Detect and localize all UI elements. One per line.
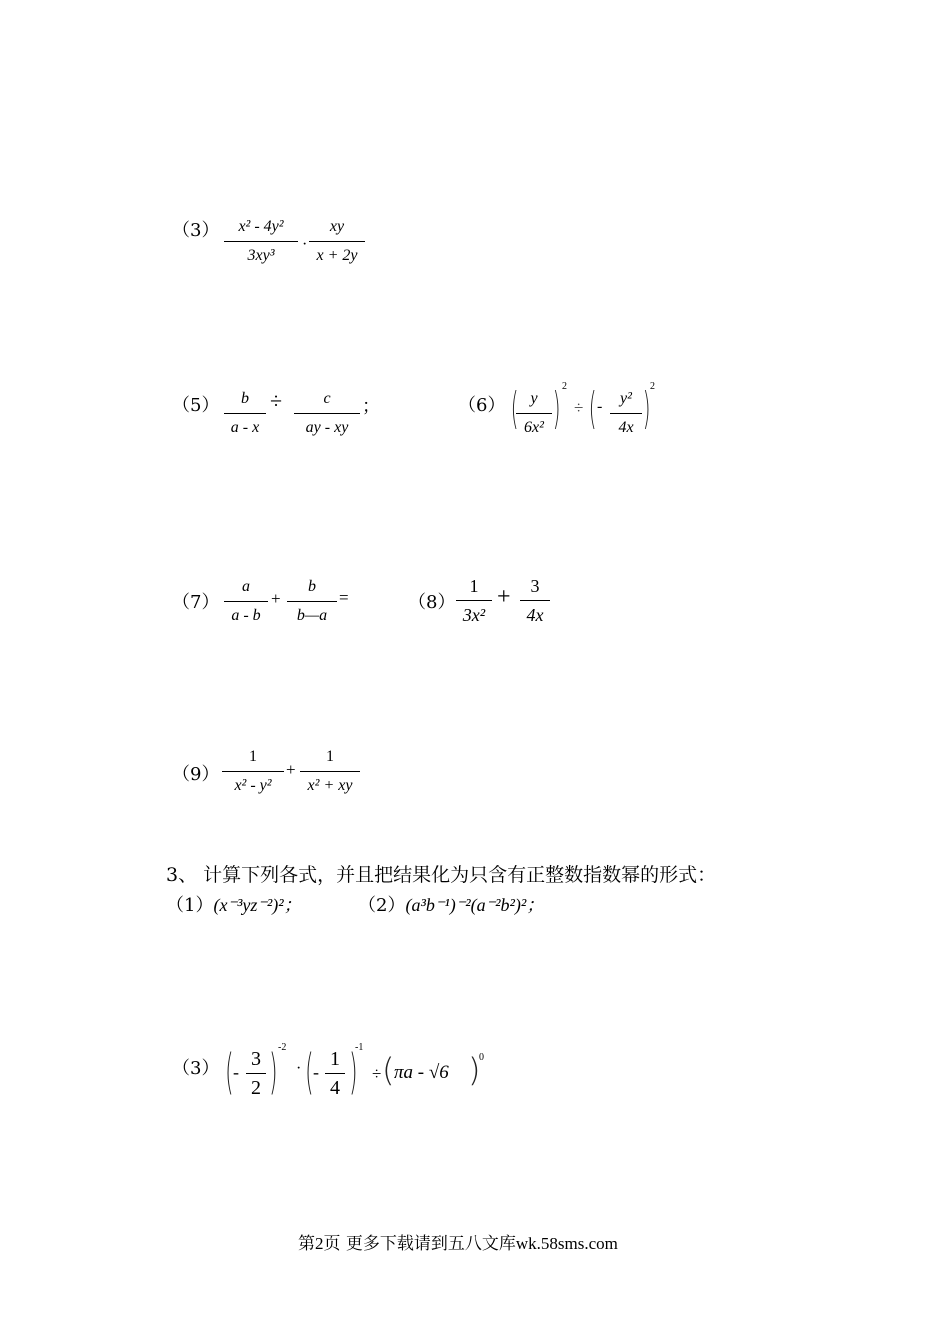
problem-7-operator: +	[271, 589, 281, 608]
q3-exponent-2: -1	[355, 1042, 364, 1053]
problem-9-operator: +	[286, 760, 296, 779]
q3-minus-2: -	[313, 1062, 319, 1082]
q3-fraction-1	[246, 1048, 266, 1099]
problem-7-fraction-1	[224, 576, 268, 627]
fraction-denominator: x² + xy	[307, 777, 353, 794]
problem-9-label: （9）	[172, 764, 220, 785]
problem-3-label: （3）	[172, 220, 220, 241]
right-paren-icon: )	[349, 1044, 358, 1100]
fraction-bar	[222, 771, 284, 772]
q3-dot: ·	[296, 1060, 302, 1077]
fraction-denominator: 4x	[526, 605, 544, 625]
fraction-denominator: 6x²	[524, 419, 544, 436]
fraction-bar	[610, 413, 642, 414]
fraction-bar	[309, 241, 365, 242]
fraction-numerator: b	[308, 578, 316, 595]
problem-6-label: （6）	[458, 395, 506, 416]
fraction-numerator: c	[323, 390, 331, 407]
fraction-denominator: 3xy³	[247, 247, 275, 264]
problem-8-operator: +	[497, 584, 511, 610]
problem-6-exponent-1: 2	[562, 381, 567, 392]
fraction-denominator: 2	[251, 1077, 261, 1099]
section-3-heading: 3、 计算下列各式，并且把结果化为只含有正整数指数幂的形式：	[166, 864, 717, 886]
left-paren-icon: (	[305, 1044, 314, 1100]
problem-7-fraction-2	[287, 576, 337, 627]
fraction-bar	[287, 601, 337, 602]
fraction-denominator: 3x²	[462, 605, 486, 625]
fraction-numerator: 1	[326, 748, 334, 765]
section-3-q2	[358, 891, 544, 917]
right-paren-icon: )	[468, 1051, 481, 1089]
section-3-q3-label: （3）	[172, 1058, 220, 1079]
left-paren-icon: (	[510, 383, 519, 434]
fraction-denominator: 4	[330, 1077, 340, 1099]
problem-5-operator: ÷	[270, 388, 283, 413]
fraction-bar	[300, 771, 360, 772]
fraction-numerator: 1	[330, 1048, 340, 1070]
problem-6-fraction-1	[516, 388, 552, 439]
fraction-numerator: 3	[530, 576, 540, 596]
fraction-numerator: y²	[620, 390, 632, 407]
left-paren-icon: (	[382, 1051, 395, 1089]
right-paren-icon: )	[642, 383, 651, 434]
problem-3-fraction-2	[309, 216, 365, 267]
fraction-bar	[224, 601, 268, 602]
footer-site-link[interactable]: wk.58sms.com	[515, 1234, 618, 1253]
problem-8-label: （8）	[408, 592, 456, 613]
problem-6-exponent-2: 2	[650, 381, 655, 392]
fraction-bar	[246, 1073, 266, 1074]
problem-6-fraction-2	[610, 388, 642, 439]
fraction-denominator: 4x	[618, 419, 634, 436]
q1-expression: (x⁻³yz⁻²)²；	[213, 895, 302, 915]
problem-6-operator: ÷	[574, 398, 584, 417]
fraction-numerator: 1	[249, 748, 257, 765]
fraction-numerator: b	[241, 390, 249, 407]
fraction-numerator: a	[242, 578, 250, 595]
q3-exponent-1: -2	[278, 1042, 287, 1053]
fraction-numerator: x² - 4y²	[238, 218, 284, 235]
problem-7-label: （7）	[172, 592, 220, 613]
problem-5-fraction-2	[294, 388, 360, 439]
problem-9-fraction-2	[300, 746, 360, 797]
fraction-denominator: b—a	[296, 607, 328, 624]
fraction-bar	[224, 241, 298, 242]
fraction-denominator: x² - y²	[234, 777, 272, 794]
fraction-denominator: a - x	[230, 419, 260, 436]
fraction-numerator: xy	[329, 218, 345, 235]
problem-3-operator: ·	[302, 236, 308, 253]
problem-8-fraction-2	[520, 575, 550, 626]
fraction-denominator: a - b	[231, 607, 261, 624]
fraction-numerator: y	[530, 390, 538, 407]
q3-inner-expression: πa - √6	[394, 1062, 449, 1083]
q1-label: （1）	[166, 895, 214, 916]
problem-9-fraction-1	[222, 746, 284, 797]
q2-label: （2）	[358, 895, 406, 916]
problem-5-label: （5）	[172, 395, 220, 416]
q2-expression: (a³b⁻¹)⁻²(a⁻²b²)²；	[405, 895, 545, 915]
fraction-bar	[294, 413, 360, 414]
footer-page-prefix: 第	[298, 1234, 315, 1254]
left-paren-icon: (	[588, 383, 597, 434]
problem-3-fraction-1	[224, 216, 298, 267]
problem-6-minus: -	[597, 398, 603, 415]
problem-5-semicolon: ；	[362, 396, 380, 417]
right-paren-icon: )	[269, 1044, 278, 1100]
problem-8-fraction-1	[456, 575, 492, 626]
fraction-bar	[325, 1073, 345, 1074]
q3-minus-1: -	[233, 1062, 239, 1082]
problem-7-equals: =	[339, 588, 349, 607]
page-footer	[298, 1229, 618, 1254]
left-paren-icon: (	[225, 1044, 234, 1100]
fraction-numerator: 3	[251, 1048, 261, 1070]
footer-page-suffix: 页 更多下载请到五八文库	[323, 1234, 516, 1254]
section-3-q1	[166, 891, 302, 917]
right-paren-icon: )	[552, 383, 561, 434]
footer-page-number: 2	[315, 1234, 324, 1253]
fraction-bar	[516, 413, 552, 414]
q3-fraction-2	[325, 1048, 345, 1099]
q3-operator: ÷	[372, 1064, 382, 1083]
q3-exponent-3: 0	[479, 1052, 484, 1063]
fraction-denominator: x + 2y	[316, 247, 358, 264]
fraction-bar	[224, 413, 266, 414]
fraction-denominator: ay - xy	[305, 419, 349, 436]
fraction-bar	[456, 600, 492, 601]
fraction-numerator: 1	[469, 576, 479, 596]
fraction-bar	[520, 600, 550, 601]
problem-5-fraction-1	[224, 388, 266, 439]
